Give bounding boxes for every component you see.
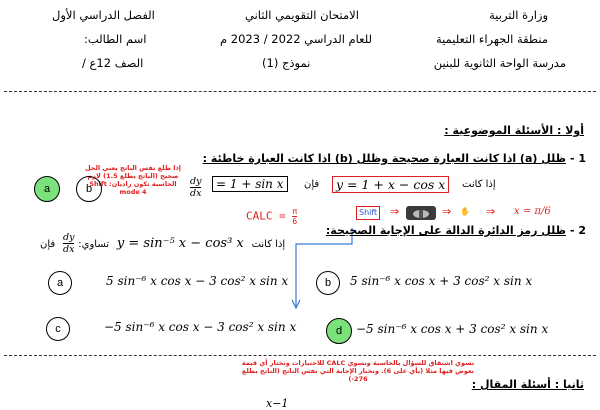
- dy-label: dy: [190, 176, 202, 187]
- section-divider: [4, 355, 596, 356]
- header-divider: [4, 91, 596, 92]
- section2-title: ثانيا : أسئلة المقال :: [471, 378, 584, 391]
- school-name: مدرسة الواحة الثانوية للبنين: [433, 56, 566, 70]
- q1-statement: [190, 174, 590, 200]
- grade-label: الصف 12ع /: [82, 56, 144, 70]
- derivative-note: نسوي اشتقاق للسؤال بالحاسبة ونسوي CALC للاختيارات ونختار أي قيمة نعوض فيها مثلا (يأي على 6). ونختار الإجابة التي نفس الناتج (الناتج يطلع 276-): [241, 359, 475, 383]
- student-name-label: اسم الطالب:: [84, 32, 147, 46]
- shift-key: Shift: [356, 206, 380, 220]
- arrow-3: ⇒: [486, 205, 496, 218]
- question2-header: [326, 224, 586, 237]
- answer-a-text: 5 sin⁻⁶ x cos x − 3 cos² x sin x: [106, 274, 289, 288]
- q2-statement: [36, 232, 285, 255]
- calc-pi: π: [292, 207, 298, 216]
- q2-function: y = sin⁻⁵ x − cos³ x: [116, 236, 244, 251]
- q1-lhs-box: y = 1 + x − cos x: [332, 176, 449, 193]
- q2-instruction: ظلل رمز الدائرة الدالة على الإجابة الصحيحة:: [325, 224, 566, 237]
- dx-label: dx: [190, 188, 202, 199]
- q1-then-word: فإن: [304, 179, 320, 190]
- semester-label: الفصل الدراسي الأول: [52, 8, 155, 22]
- exam-title: الامتحان التقويمي الثاني: [245, 8, 359, 22]
- calc-six: 6: [292, 217, 298, 226]
- calculator-note: إذا طلع نفس الناتج يعني الحل صحيح (الناتج يطلع 1.5) لازم الحاسبة تكون راديان: Shift mode 4: [84, 164, 181, 196]
- q2-equals-word: تساوي:: [78, 239, 110, 250]
- q1-instruction: ظلل (a) اذا كانت العبارة صحيحة وظلل (b) اذا كانت العبارة خاطئة :: [202, 152, 566, 165]
- year-label: للعام الدراسي 2022 / 2023 م: [220, 32, 373, 46]
- q1-rhs-box: = 1 + sin x: [212, 176, 288, 192]
- answer-b-text: 5 sin⁻⁶ x cos x + 3 cos² x sin x: [350, 274, 533, 288]
- blue-connector-line: [290, 224, 360, 314]
- ministry-name: وزارة التربية: [489, 8, 548, 22]
- q2-then-word: فإن: [40, 239, 56, 250]
- q2-if-word: إذا كانت: [251, 239, 286, 250]
- choice-a-circle[interactable]: a: [34, 176, 60, 202]
- hand-pointer-icon: ✋: [460, 207, 470, 216]
- q2-number: 2 -: [569, 224, 586, 237]
- answer-b-circle[interactable]: b: [316, 271, 340, 295]
- region-name: منطقة الجهراء التعليمية: [435, 32, 548, 46]
- calc-label: CALC =: [246, 209, 286, 223]
- answer-c-text: −5 sin⁻⁶ x cos x − 3 cos² x sin x: [104, 320, 297, 334]
- arrow-1: ⇒: [390, 205, 400, 218]
- q1-if-word: إذا كانت: [462, 179, 496, 190]
- choice-b-circle[interactable]: b: [76, 176, 102, 202]
- answer-a-circle[interactable]: a: [48, 271, 72, 295]
- calc-steps: [356, 206, 588, 222]
- q1-derivative: [190, 176, 201, 199]
- q1-number: 1 -: [569, 152, 586, 165]
- section1-title: أولا : الأسئلة الموضوعية :: [444, 124, 584, 137]
- q2-dx: dx: [63, 244, 75, 255]
- answer-d-circle[interactable]: d: [326, 318, 352, 344]
- calculator-key-icon: [406, 206, 436, 220]
- answer-d-text: −5 sin⁻⁶ x cos x + 3 cos² x sin x: [356, 322, 549, 336]
- answer-c-circle[interactable]: c: [46, 317, 70, 341]
- x-equals-pi-over-6: x = π/6: [514, 206, 551, 217]
- model-label: نموذج (1): [262, 56, 311, 70]
- partial-expression: x−1: [266, 397, 289, 410]
- arrow-2: ⇒: [442, 205, 452, 218]
- question1-header: [203, 152, 586, 165]
- q2-dy: dy: [63, 232, 75, 243]
